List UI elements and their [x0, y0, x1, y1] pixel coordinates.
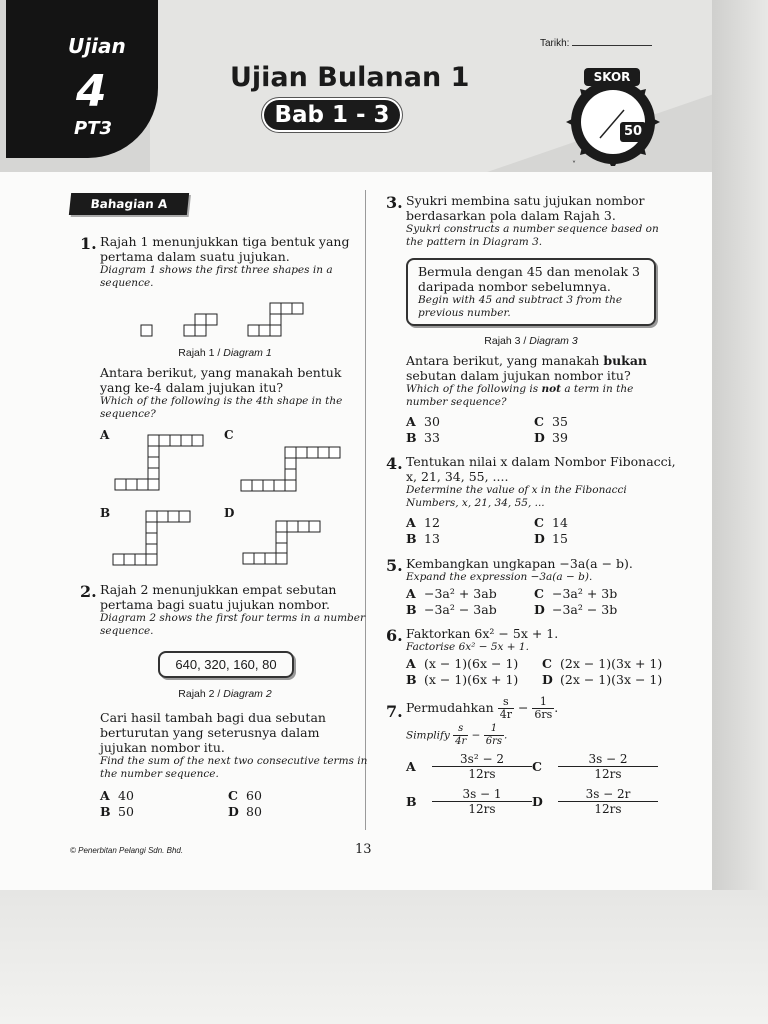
option-c[interactable]: 60 — [246, 788, 262, 803]
caption-ms: Rajah 3 / — [484, 335, 530, 347]
option-letter: A — [406, 515, 416, 530]
question-3-ask — [406, 353, 676, 409]
ask-en-part: a term in the number sequence? — [406, 383, 634, 408]
q7-options — [406, 752, 658, 816]
question-text-en: Syukri constructs a number sequence based on the pattern in Diagram 3. — [406, 223, 659, 248]
score-seal-icon — [566, 72, 660, 166]
denominator: 12rs — [468, 767, 496, 781]
option-letter: B — [100, 804, 111, 819]
option-a[interactable] — [432, 752, 532, 781]
page-title: Ujian Bulanan 1 — [230, 62, 470, 93]
option-a[interactable]: (x − 1)(6x − 1) — [424, 656, 519, 671]
question-number: 5. — [386, 556, 403, 575]
numerator: s — [453, 723, 468, 736]
option-a[interactable]: 12 — [424, 515, 440, 530]
mark-tick: ˅ — [572, 160, 576, 169]
q2-options — [100, 788, 356, 819]
question-text-en: Simplify $\frac{s}{4r}$ − $\frac{1}{6rs}$ . — [406, 723, 508, 747]
q4-options — [406, 515, 662, 546]
fraction — [484, 723, 504, 748]
rule-box — [406, 258, 656, 326]
option-letter: D — [542, 672, 553, 687]
option-b[interactable]: −3a² − 3ab — [424, 602, 497, 617]
question-text-ms: Faktorkan 6x² − 5x + 1. — [406, 626, 559, 641]
option-a[interactable]: 30 — [424, 414, 440, 429]
question-2-ask — [100, 710, 370, 781]
publisher-footer: © Penerbitan Pelangi Sdn. Bhd. — [70, 846, 184, 855]
option-a-label: A — [100, 428, 110, 442]
option-a-shape[interactable] — [112, 432, 212, 494]
option-letter: A — [406, 586, 416, 601]
option-letter: C — [542, 656, 552, 671]
page-number: 13 — [355, 842, 372, 857]
question-5 — [386, 556, 676, 584]
option-b[interactable]: 50 — [118, 804, 134, 819]
ask-ms-part: sebutan dalam jujukan nombor itu? — [406, 368, 631, 383]
option-a[interactable]: 40 — [118, 788, 134, 803]
ask-en-bold: not — [541, 383, 561, 395]
option-letter: A — [406, 414, 416, 429]
denominator: 6rs — [534, 708, 553, 721]
denominator: 4r — [455, 736, 467, 747]
option-letter: D — [534, 430, 545, 445]
q3-options — [406, 414, 662, 445]
option-d[interactable]: 39 — [552, 430, 568, 445]
option-c[interactable]: (2x − 1)(3x + 1) — [560, 656, 663, 671]
option-letter: C — [228, 788, 238, 803]
numerator: 3s − 2r — [558, 787, 658, 802]
option-b[interactable]: 13 — [424, 531, 440, 546]
ask-en: Which of the following is the 4th shape in the sequence? — [100, 395, 343, 420]
option-letter: A — [406, 656, 416, 671]
question-number: 6. — [386, 626, 403, 645]
question-1-ask — [100, 365, 370, 421]
denominator: 6rs — [485, 736, 503, 747]
caption-3 — [406, 335, 656, 347]
ask-ms-bold: bukan — [603, 353, 648, 368]
option-b[interactable] — [432, 787, 532, 816]
question-text-en: Diagram 2 shows the first four terms in a number sequence. — [100, 612, 365, 637]
fraction — [453, 723, 468, 748]
sequence-box: 640, 320, 160, 80 — [158, 651, 294, 678]
option-b-label: B — [100, 506, 111, 520]
simplify-ms: Permudahkan — [406, 700, 494, 715]
option-letter: A — [100, 788, 110, 803]
question-text-ms: Tentukan nilai x dalam Nombor Fibonacci, x, 21, 34, 55, .... — [406, 454, 676, 484]
question-text-en: Determine the value of x in the Fibonacci Numbers, x, 21, 34, 55, ... — [406, 484, 627, 509]
fraction — [498, 696, 514, 721]
score-label: SKOR — [584, 68, 640, 86]
question-number: 4. — [386, 454, 403, 473]
denominator: 4r — [499, 708, 512, 721]
section-tag: Bahagian A — [69, 193, 189, 215]
question-text-en: Factorise 6x² − 5x + 1. — [406, 641, 529, 653]
question-text-ms: Rajah 1 menunjukkan tiga bentuk yang pertama dalam suatu jujukan. — [100, 234, 350, 264]
option-b[interactable]: (x − 1)(6x + 1) — [424, 672, 519, 687]
test-level: PT3 — [74, 118, 112, 139]
score-max: 50 — [620, 122, 646, 142]
question-text-ms: Rajah 2 menunjukkan empat sebutan pertama bagi suatu jujukan nombor. — [100, 582, 337, 612]
numerator: 1 — [484, 723, 504, 736]
question-number: 7. — [386, 702, 403, 721]
option-letter: B — [406, 602, 417, 617]
caption-ms: Rajah 1 / — [178, 347, 224, 359]
option-b[interactable]: 33 — [424, 430, 440, 445]
option-d[interactable] — [558, 787, 658, 816]
ask-ms: Antara berikut, yang manakah bentuk yang ke-4 dalam jujukan itu? — [100, 365, 342, 395]
question-number: 3. — [386, 193, 403, 212]
date-field — [540, 38, 652, 49]
option-c[interactable]: 14 — [552, 515, 568, 530]
question-4 — [386, 454, 676, 510]
question-text-en: Expand the expression −3a(a − b). — [406, 571, 593, 583]
question-text-en: Diagram 1 shows the first three shapes in a sequence. — [100, 264, 333, 289]
numerator: 1 — [532, 696, 554, 709]
question-text-ms: Syukri membina satu jujukan nombor berdasarkan pola dalam Rajah 3. — [406, 193, 645, 223]
option-b-shape[interactable] — [110, 508, 200, 568]
option-d-label: D — [224, 506, 235, 520]
ask-en — [406, 383, 676, 409]
option-letter: B — [406, 531, 417, 546]
numerator: s — [498, 696, 514, 709]
option-d[interactable]: −3a² − 3b — [552, 602, 618, 617]
denominator: 12rs — [594, 802, 622, 816]
option-d[interactable]: 80 — [246, 804, 262, 819]
option-d-shape[interactable] — [240, 518, 330, 568]
option-a[interactable]: −3a² + 3ab — [424, 586, 497, 601]
date-line — [572, 45, 652, 46]
question-2 — [80, 582, 370, 638]
option-c[interactable]: −3a² + 3b — [552, 586, 618, 601]
option-letter: C — [534, 414, 544, 429]
option-letter: D — [228, 804, 239, 819]
caption-en: Diagram 3 — [529, 335, 578, 347]
question-1 — [80, 234, 370, 290]
option-c[interactable]: 35 — [552, 414, 568, 429]
option-letter: C — [534, 515, 544, 530]
option-letter: D — [534, 602, 545, 617]
option-c[interactable] — [558, 752, 658, 781]
option-c-label: C — [224, 428, 234, 442]
question-text-ms: Kembangkan ungkapan −3a(a − b). — [406, 556, 633, 571]
option-d[interactable]: (2x − 1)(3x − 1) — [560, 672, 663, 687]
question-7 — [386, 695, 676, 748]
option-letter: B — [406, 794, 417, 809]
option-letter: D — [534, 531, 545, 546]
option-letter: D — [532, 794, 543, 809]
page-edge — [712, 0, 768, 890]
option-letter: A — [406, 759, 416, 774]
denominator: 12rs — [468, 802, 496, 816]
option-c-shape[interactable] — [238, 444, 348, 494]
denominator: 12rs — [594, 767, 622, 781]
q5-options — [406, 586, 662, 617]
question-6 — [386, 626, 676, 654]
option-letter: C — [532, 759, 542, 774]
question-text-ms: Permudahkan $\frac{s}{4r}$ − $\frac{1}{6rs}$ . — [406, 695, 559, 721]
date-label: Tarikh: — [540, 38, 570, 49]
option-d[interactable]: 15 — [552, 531, 568, 546]
score-seal — [566, 72, 660, 166]
numerator: 3s² − 2 — [432, 752, 532, 767]
rule-en: Begin with 45 and subtract 3 from the previous number. — [418, 294, 623, 319]
numerator: 3s − 2 — [558, 752, 658, 767]
caption-ms: Rajah 2 / — [178, 688, 224, 700]
caption-en: Diagram 2 — [223, 688, 272, 700]
diagram-1-shapes — [138, 300, 308, 342]
option-letter: B — [406, 430, 417, 445]
ask-ms — [406, 353, 676, 383]
caption-1 — [100, 347, 350, 359]
question-number: 2. — [80, 582, 97, 601]
scan-background — [0, 890, 768, 1024]
question-number: 1. — [80, 234, 97, 253]
option-letter: C — [534, 586, 544, 601]
ask-en-part: Which of the following is — [406, 383, 542, 395]
ask-ms-part: Antara berikut, yang manakah — [406, 353, 604, 368]
ask-ms: Cari hasil tambah bagi dua sebutan berturutan yang seterusnya dalam jujukan nombor itu. — [100, 710, 326, 755]
numerator: 3s − 1 — [432, 787, 532, 802]
simplify-en: Simplify — [406, 729, 450, 742]
q6-options — [406, 656, 680, 687]
question-3 — [386, 193, 676, 249]
test-word: Ujian — [68, 34, 126, 58]
rule-ms: Bermula dengan 45 dan menolak 3 daripada nombor sebelumnya. — [418, 264, 640, 294]
option-letter: B — [406, 672, 417, 687]
chapter-badge: Bab 1 - 3 — [264, 100, 400, 130]
ask-en: Find the sum of the next two consecutive terms in the number sequence. — [100, 755, 368, 780]
caption-en: Diagram 1 — [223, 347, 272, 359]
test-number: 4 — [76, 66, 107, 117]
fraction — [532, 696, 554, 721]
caption-2 — [100, 688, 350, 700]
